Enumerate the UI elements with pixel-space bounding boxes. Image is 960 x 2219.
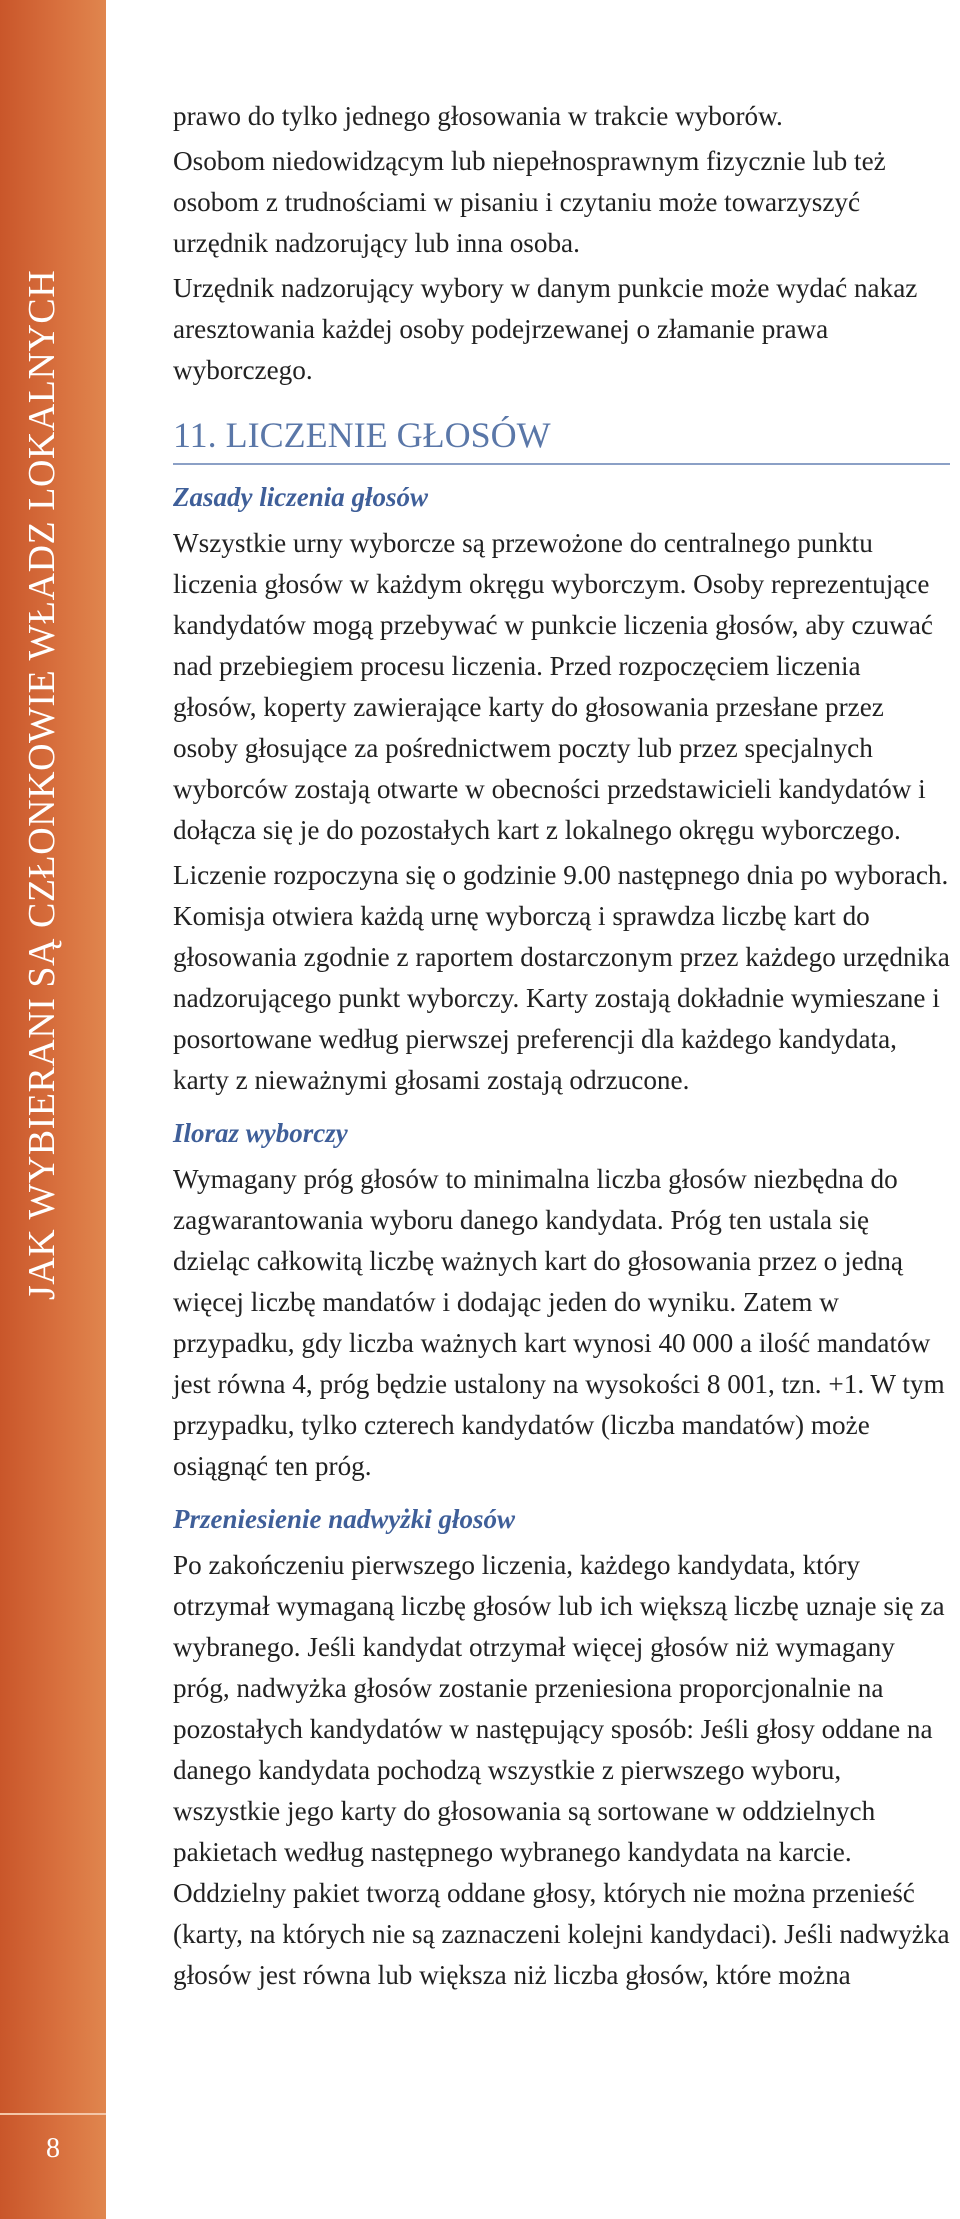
intro-paragraph: prawo do tylko jednego głosowania w trakcie wyborów. xyxy=(173,101,783,131)
subheading-electoral-quota: Iloraz wyborczy xyxy=(173,1118,348,1148)
body-paragraph: Po zakończeniu pierwszego liczenia, każdego kandydata, który otrzymał wymaganą liczbę głosów lub ich większą liczbę uznaje się za wybranego. Jeśli kandydat otrzymał więcej głosów niż wymagany próg, nadwyżka głosów zostanie przeniesiona proporcjonalnie na pozostałych kandydatów w następujący sposób: Jeśli głosy oddane na danego kandydata pochodzą wszystkie z pierwszego wyboru, wszystkie jego karty do głosowania są sortowane w oddzielnych pakietach według następnego wybranego kandydata na karcie. Oddzielny pakiet tworzą oddane głosy, których nie można przenieść (karty, na których nie są zaznaczeni kolejni kandydaci). Jeśli nadwyżka głosów jest równa lub większa niż liczba głosów, które można xyxy=(173,1550,950,1990)
page-number: 8 xyxy=(46,2133,60,2164)
body-paragraph: Liczenie rozpoczyna się o godzinie 9.00 następnego dnia po wyborach. Komisja otwiera każdą urnę wyborczą i sprawdza liczbę kart do głosowania zgodnie z raportem dostarczonym przez każdego urzędnika nadzorującego punkt wyborczy. Karty zostają dokładnie wymieszane i posortowane według pierwszej preferencji dla każdego kandydata, karty z nieważnymi głosami zostają odrzucone. xyxy=(173,860,950,1095)
sidebar xyxy=(0,0,106,2219)
intro-paragraph: Urzędnik nadzorujący wybory w danym punkcie może wydać nakaz aresztowania każdej osoby podejrzewanej o złamanie prawa wyborczego. xyxy=(173,273,918,385)
subheading-counting-rules: Zasady liczenia głosów xyxy=(173,482,428,512)
body-paragraph: Wszystkie urny wyborcze są przewożone do centralnego punktu liczenia głosów w każdym okręgu wyborczym. Osoby reprezentujące kandydatów mogą przebywać w punkcie liczenia głosów, aby czuwać nad przebiegiem procesu liczenia. Przed rozpoczęciem liczenia głosów, koperty zawierające karty do głosowania przesłane przez osoby głosujące za pośrednictwem poczty lub przez specjalnych wyborców zostają otwarte w obecności przedstawicieli kandydatów i dołącza się je do pozostałych kart z lokalnego okręgu wyborczego. xyxy=(173,528,933,845)
main-content xyxy=(173,96,950,1996)
intro-paragraph: Osobom niedowidzącym lub niepełnosprawnym fizycznie lub też osobom z trudnościami w pisaniu i czytaniu może towarzyszyć urzędnik nadzorujący lub inna osoba. xyxy=(173,146,886,258)
sidebar-divider xyxy=(0,2113,106,2115)
subheading-surplus-transfer: Przeniesienie nadwyżki głosów xyxy=(173,1504,516,1534)
sidebar-title: JAK WYBIERANI SĄ CZŁONKOWIE WŁADZ LOKALNYCH xyxy=(21,269,63,1300)
section-heading: 11. LICZENIE GŁOSÓW xyxy=(173,413,950,465)
body-paragraph: Wymagany próg głosów to minimalna liczba głosów niezbędna do zagwarantowania wyboru danego kandydata. Próg ten ustala się dzieląc całkowitą liczbę ważnych kart do głosowania przez o jedną więcej liczbę mandatów i dodając jeden do wyniku. Zatem w przypadku, gdy liczba ważnych kart wynosi 40 000 a ilość mandatów jest równa 4, próg będzie ustalony na wysokości 8 001, tzn. +1. W tym przypadku, tylko czterech kandydatów (liczba mandatów) może osiągnąć ten próg. xyxy=(173,1164,945,1481)
